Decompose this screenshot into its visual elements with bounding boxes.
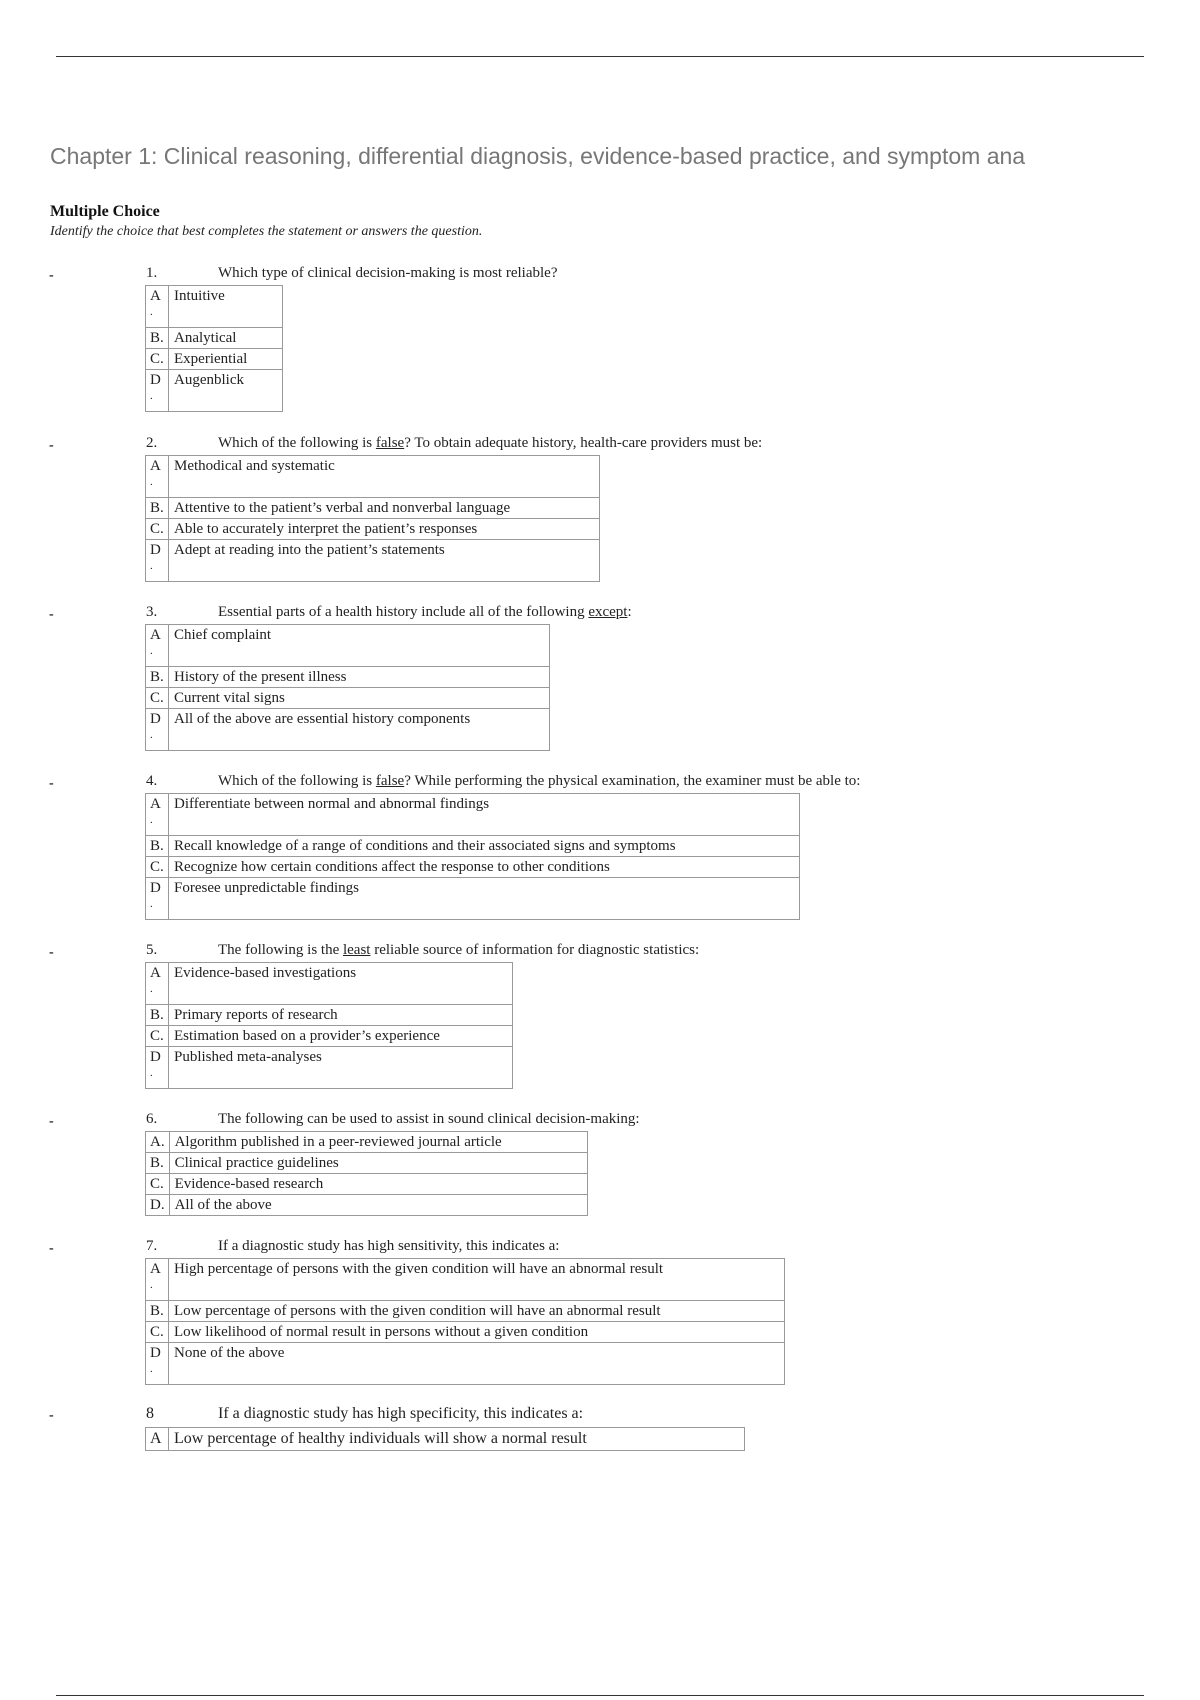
section-heading: Multiple Choice bbox=[50, 203, 160, 220]
option-row-b[interactable] bbox=[146, 1153, 588, 1174]
option-letter: A . bbox=[146, 625, 169, 667]
option-letter: A . bbox=[146, 963, 169, 1005]
option-letter: A . bbox=[146, 286, 169, 328]
option-text: Augenblick bbox=[169, 370, 283, 412]
question-number: 1. bbox=[146, 265, 158, 281]
option-text: Chief complaint bbox=[169, 625, 550, 667]
question-text-after: : bbox=[627, 604, 632, 620]
option-row-b[interactable] bbox=[146, 1301, 785, 1322]
option-letter: C. bbox=[146, 1322, 169, 1343]
option-row-a[interactable] bbox=[146, 1132, 588, 1153]
option-text: High percentage of persons with the given condition will have an abnormal result bbox=[169, 1259, 785, 1301]
option-text: Evidence-based research bbox=[169, 1174, 587, 1195]
option-text: Experiential bbox=[169, 349, 283, 370]
question-text-before: Which of the following is bbox=[218, 435, 376, 451]
option-text: Attentive to the patient’s verbal and nonverbal language bbox=[169, 498, 600, 519]
option-row-c[interactable] bbox=[146, 349, 283, 370]
option-row-d[interactable] bbox=[146, 1343, 785, 1385]
option-letter: A bbox=[146, 1428, 169, 1451]
question-text: Which type of clinical decision-making is most reliable? bbox=[218, 265, 558, 281]
option-row-c[interactable] bbox=[146, 519, 600, 540]
option-text: Current vital signs bbox=[169, 688, 550, 709]
question-text-after: reliable source of information for diagnostic statistics: bbox=[370, 942, 700, 958]
question-text-before: Essential parts of a health history include all of the following bbox=[218, 604, 589, 620]
question-text-before: Which of the following is bbox=[218, 773, 376, 789]
question-number: 2. bbox=[146, 435, 158, 451]
option-row-c[interactable] bbox=[146, 1026, 513, 1047]
options-table bbox=[145, 1258, 785, 1385]
question-text-before: The following is the bbox=[218, 942, 343, 958]
option-row-b[interactable] bbox=[146, 836, 800, 857]
option-text: Published meta-analyses bbox=[169, 1047, 513, 1089]
option-row-a[interactable] bbox=[146, 456, 600, 498]
options-table bbox=[145, 1131, 588, 1216]
option-letter: C. bbox=[146, 1174, 170, 1195]
option-letter: D . bbox=[146, 1343, 169, 1385]
option-row-b[interactable] bbox=[146, 498, 600, 519]
options-table bbox=[145, 624, 550, 751]
option-letter: B. bbox=[146, 1301, 169, 1322]
option-text: Recall knowledge of a range of conditions and their associated signs and symptoms bbox=[169, 836, 800, 857]
question-marker: - bbox=[49, 268, 54, 283]
question-stem bbox=[146, 435, 762, 452]
question-emphasis: least bbox=[342, 942, 371, 958]
option-text: Evidence-based investigations bbox=[169, 963, 513, 1005]
question-stem bbox=[146, 265, 557, 282]
chapter-title: Chapter 1: Clinical reasoning, differential diagnosis, evidence-based practice, and symptom ana bbox=[50, 143, 1026, 169]
option-row-a[interactable] bbox=[146, 625, 550, 667]
question-number: 3. bbox=[146, 604, 158, 620]
option-letter: D . bbox=[146, 1047, 169, 1089]
option-letter: D . bbox=[146, 878, 169, 920]
question-text-after: ? While performing the physical examination, the examiner must be able to: bbox=[404, 773, 861, 789]
question-stem bbox=[146, 773, 860, 790]
options-table bbox=[145, 793, 800, 920]
options-table bbox=[145, 285, 283, 412]
option-row-b[interactable] bbox=[146, 667, 550, 688]
option-row-d[interactable] bbox=[146, 540, 600, 582]
options-table bbox=[145, 962, 513, 1089]
option-text: Analytical bbox=[169, 328, 283, 349]
question-emphasis: except bbox=[588, 604, 628, 620]
option-row-d[interactable] bbox=[146, 1195, 588, 1216]
question-marker: - bbox=[49, 1114, 54, 1129]
option-text: Differentiate between normal and abnormal findings bbox=[169, 794, 800, 836]
instructions: Identify the choice that best completes the statement or answers the question. bbox=[50, 224, 483, 239]
option-text: Clinical practice guidelines bbox=[169, 1153, 587, 1174]
option-letter: D . bbox=[146, 540, 169, 582]
option-text: Methodical and systematic bbox=[169, 456, 600, 498]
question-stem bbox=[146, 1111, 640, 1128]
option-letter: B. bbox=[146, 498, 169, 519]
option-letter: D . bbox=[146, 370, 169, 412]
option-text: Primary reports of research bbox=[169, 1005, 513, 1026]
question-stem bbox=[146, 1238, 559, 1255]
option-row-d[interactable] bbox=[146, 878, 800, 920]
option-row-b[interactable] bbox=[146, 328, 283, 349]
option-text: Low percentage of healthy individuals will show a normal result bbox=[169, 1428, 745, 1451]
option-text: Recognize how certain conditions affect the response to other conditions bbox=[169, 857, 800, 878]
option-letter: B. bbox=[146, 836, 169, 857]
option-row-a[interactable] bbox=[146, 1259, 785, 1301]
question-stem bbox=[146, 1405, 583, 1423]
option-letter: C. bbox=[146, 688, 169, 709]
question-marker: - bbox=[49, 438, 54, 453]
question-text: If a diagnostic study has high sensitivity, this indicates a: bbox=[218, 1238, 560, 1254]
question-emphasis: false bbox=[375, 435, 405, 451]
option-letter: A. bbox=[146, 1132, 170, 1153]
option-text: Adept at reading into the patient’s statements bbox=[169, 540, 600, 582]
option-row-a[interactable] bbox=[146, 1428, 745, 1451]
option-text: Algorithm published in a peer-reviewed journal article bbox=[169, 1132, 587, 1153]
option-letter: A . bbox=[146, 456, 169, 498]
option-row-a[interactable] bbox=[146, 794, 800, 836]
question-number: 8 bbox=[146, 1405, 154, 1422]
question-marker: - bbox=[49, 945, 54, 960]
option-row-c[interactable] bbox=[146, 688, 550, 709]
option-text: Intuitive bbox=[169, 286, 283, 328]
option-letter: A . bbox=[146, 1259, 169, 1301]
option-row-d[interactable] bbox=[146, 709, 550, 751]
option-letter: C. bbox=[146, 519, 169, 540]
option-letter: C. bbox=[146, 857, 169, 878]
option-letter: B. bbox=[146, 667, 169, 688]
question-number: 5. bbox=[146, 942, 158, 958]
question-marker: - bbox=[49, 1408, 54, 1423]
option-text: Foresee unpredictable findings bbox=[169, 878, 800, 920]
question-stem bbox=[146, 604, 632, 621]
question-marker: - bbox=[49, 1241, 54, 1256]
question-number: 6. bbox=[146, 1111, 158, 1127]
question-text: The following can be used to assist in sound clinical decision-making: bbox=[218, 1111, 640, 1127]
option-text: Able to accurately interpret the patient’s responses bbox=[169, 519, 600, 540]
question-text-after: ? To obtain adequate history, health-care providers must be: bbox=[404, 435, 763, 451]
option-letter: C. bbox=[146, 349, 169, 370]
option-text: Estimation based on a provider’s experience bbox=[169, 1026, 513, 1047]
top-rule bbox=[56, 56, 1144, 57]
option-row-a[interactable] bbox=[146, 286, 283, 328]
option-text: All of the above bbox=[169, 1195, 587, 1216]
option-row-c[interactable] bbox=[146, 1322, 785, 1343]
question-text: If a diagnostic study has high specificity, this indicates a: bbox=[218, 1405, 584, 1422]
question-number: 4. bbox=[146, 773, 158, 789]
option-row-a[interactable] bbox=[146, 963, 513, 1005]
question-marker: - bbox=[49, 607, 54, 622]
option-row-d[interactable] bbox=[146, 370, 283, 412]
option-text: History of the present illness bbox=[169, 667, 550, 688]
question-marker: - bbox=[49, 776, 54, 791]
option-letter: B. bbox=[146, 1153, 170, 1174]
option-text: All of the above are essential history components bbox=[169, 709, 550, 751]
options-table bbox=[145, 1427, 745, 1451]
question-number: 7. bbox=[146, 1238, 158, 1254]
option-text: None of the above bbox=[169, 1343, 785, 1385]
option-text: Low percentage of persons with the given condition will have an abnormal result bbox=[169, 1301, 785, 1322]
option-letter: B. bbox=[146, 1005, 169, 1026]
option-letter: D . bbox=[146, 709, 169, 751]
question-stem bbox=[146, 942, 699, 959]
option-letter: B. bbox=[146, 328, 169, 349]
option-row-c[interactable] bbox=[146, 857, 800, 878]
option-row-c[interactable] bbox=[146, 1174, 588, 1195]
options-table bbox=[145, 455, 600, 582]
option-row-b[interactable] bbox=[146, 1005, 513, 1026]
option-text: Low likelihood of normal result in persons without a given condition bbox=[169, 1322, 785, 1343]
question-emphasis: false bbox=[375, 773, 405, 789]
bottom-rule bbox=[56, 1695, 1144, 1696]
option-letter: D. bbox=[146, 1195, 170, 1216]
option-row-d[interactable] bbox=[146, 1047, 513, 1089]
option-letter: A . bbox=[146, 794, 169, 836]
option-letter: C. bbox=[146, 1026, 169, 1047]
